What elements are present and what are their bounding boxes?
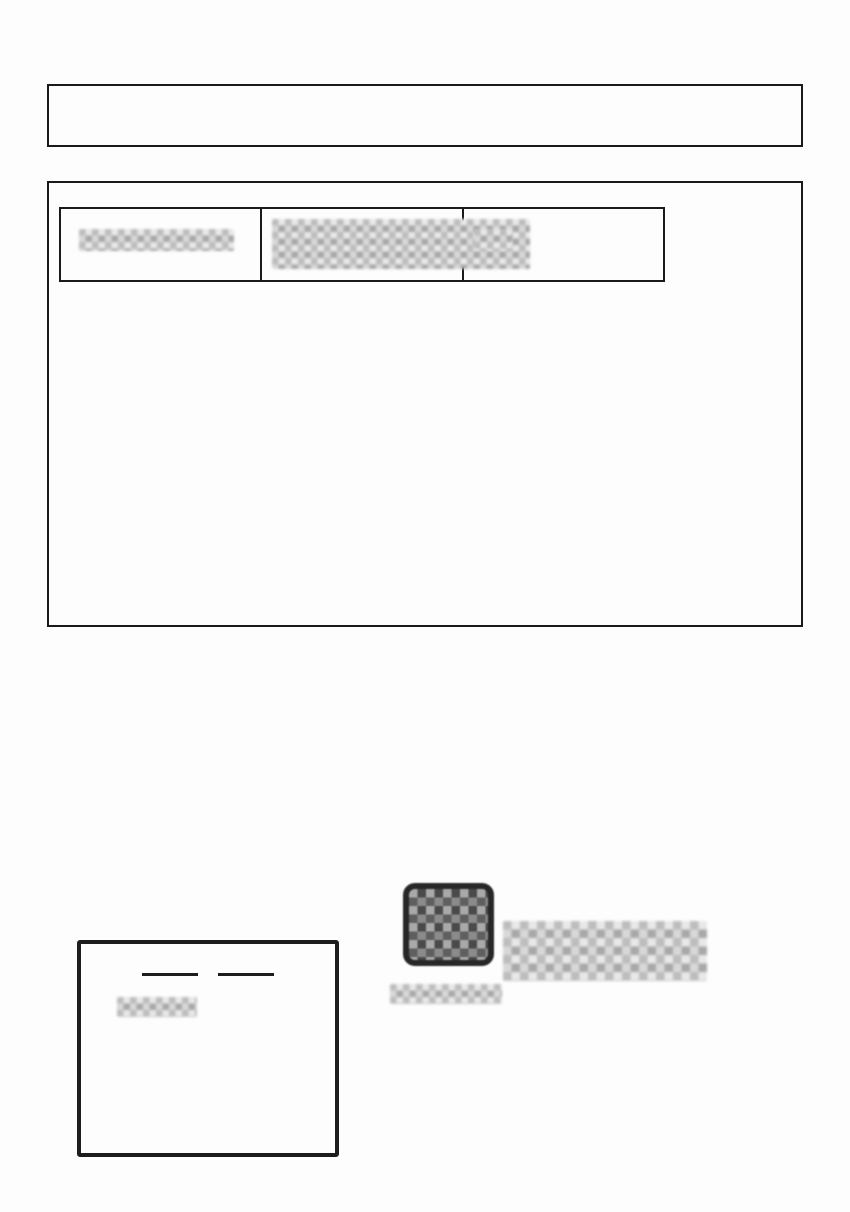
redacted-prover-name bbox=[390, 984, 502, 1004]
divider-bar bbox=[142, 973, 198, 976]
transfer-stamp bbox=[77, 940, 339, 1157]
shareholder-table bbox=[59, 208, 665, 282]
watermark-top bbox=[0, 58, 850, 72]
divider-bar bbox=[218, 973, 274, 976]
prover-name-row bbox=[388, 980, 594, 1008]
shareholder-address-cell bbox=[261, 208, 462, 281]
redacted-serial-number bbox=[117, 997, 197, 1017]
redacted-shareholder-name bbox=[79, 229, 234, 251]
resolution-content-box bbox=[47, 181, 803, 627]
signature-redacted bbox=[503, 921, 707, 981]
stamp-serial-row bbox=[103, 997, 317, 1017]
shareholder-name-cell bbox=[60, 208, 261, 281]
shareholder-table-row bbox=[60, 208, 664, 281]
stamp-star-divider bbox=[81, 963, 335, 985]
redacted-shareholding bbox=[474, 229, 512, 249]
notary-seal-redacted bbox=[403, 883, 494, 966]
verification-statement-box bbox=[47, 84, 803, 147]
